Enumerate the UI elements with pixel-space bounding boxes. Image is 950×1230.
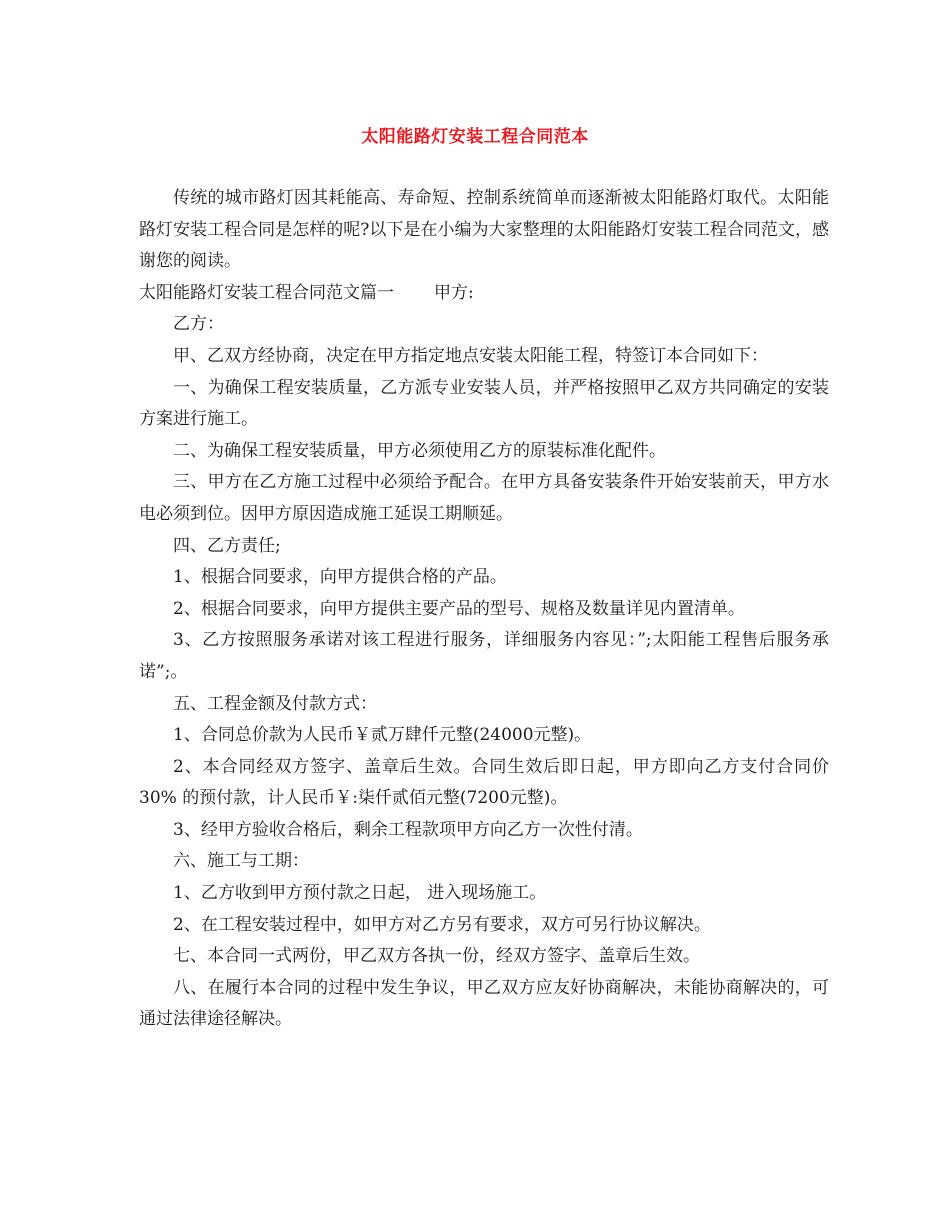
clause-paragraph: 二、为确保工程安装质量，甲方必须使用乙方的原装标准化配件。	[173, 440, 666, 461]
section-heading-line	[139, 278, 829, 310]
document-body	[139, 183, 829, 1036]
clause-paragraph: 八、在履行本合同的过程中发生争议，甲乙双方应友好协商解决，未能协商解决的，可通过法律途径解决。	[139, 977, 829, 1030]
section-heading: 太阳能路灯安装工程合同范文篇一	[139, 282, 394, 303]
clause-paragraph: 一、为确保工程安装质量，乙方派专业安装人员，并严格按照甲乙双方共同确定的安装方案进行施工。	[139, 377, 829, 430]
clause-paragraph: 1、合同总价款为人民币￥贰万肆仟元整(24000元整)。	[173, 725, 592, 746]
clause-paragraph: 1、根据合同要求，向甲方提供合格的产品。	[173, 567, 507, 588]
clause-paragraph: 3、经甲方验收合格后，剩余工程款项甲方向乙方一次性付清。	[173, 819, 643, 840]
clause-paragraph: 六、施工与工期：	[173, 851, 309, 872]
clause-paragraph: 五、工程金额及付款方式：	[173, 693, 377, 714]
clause-paragraph: 2、根据合同要求，向甲方提供主要产品的型号、规格及数量详见内置清单。	[173, 598, 745, 619]
clause-paragraph: 三、甲方在乙方施工过程中必须给予配合。在甲方具备安装条件开始安装前天，甲方水电必须到位。因甲方原因造成施工延误工期顺延。	[139, 472, 829, 524]
clause-paragraph: 1、乙方收到甲方预付款之日起， 进入现场施工。	[173, 883, 547, 904]
party-b-label: 乙方：	[173, 314, 224, 335]
clause-paragraph: 2、本合同经双方签字、盖章后生效。合同生效后即日起，甲方即向乙方支付合同价30% 的预付款，计人民币￥:柒仟贰佰元整(7200元整)。	[139, 756, 829, 809]
document-title: 太阳能路灯安装工程合同范本	[361, 127, 589, 147]
clause-paragraph: 四、乙方责任;	[173, 535, 281, 556]
party-a-label: 甲方:	[434, 282, 474, 303]
clause-paragraph: 2、在工程安装过程中，如甲方对乙方另有要求，双方可另行协议解决。	[173, 914, 711, 935]
clause-paragraph: 七、本合同一式两份，甲乙双方各执一份，经双方签字、盖章后生效。	[173, 946, 700, 967]
clause-paragraph: 甲、乙双方经协商，决定在甲方指定地点安装太阳能工程，特签订本合同如下：	[173, 345, 768, 366]
clause-paragraph: 3、乙方按照服务承诺对该工程进行服务，详细服务内容见：”;太阳能工程售后服务承诺”;。	[139, 630, 829, 682]
intro-paragraph: 传统的城市路灯因其耗能高、寿命短、控制系统简单而逐渐被太阳能路灯取代。太阳能路灯安装工程合同是怎样的呢?以下是在小编为大家整理的太阳能路灯安装工程合同范文，感谢您的阅读。	[139, 188, 829, 272]
